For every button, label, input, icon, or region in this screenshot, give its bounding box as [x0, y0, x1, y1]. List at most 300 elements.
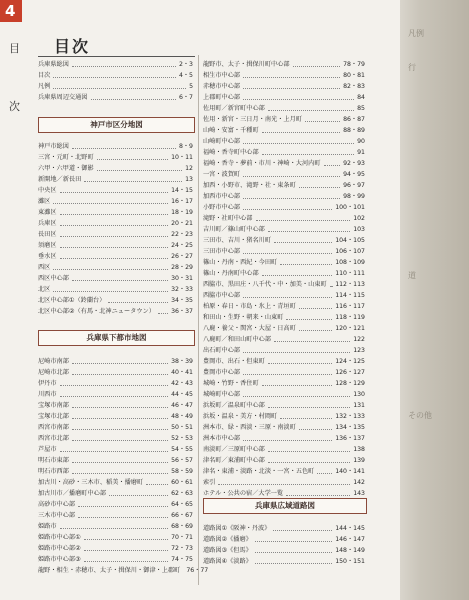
toc-entry-page: 114・115 — [335, 292, 365, 299]
toc-entry-title: 和田山・生野・朝来・山東町 — [203, 314, 284, 321]
toc-entry-title: 津名町／東浦町中心部 — [203, 457, 265, 464]
toc-entry — [203, 523, 365, 534]
toc-entry — [203, 422, 365, 433]
leader-dots — [243, 345, 350, 353]
toc-entry — [203, 114, 365, 125]
toc-entry-page: 106・107 — [335, 248, 365, 255]
toc-entry-page: 76・77 — [186, 567, 209, 574]
toc-entry-page: 32・33 — [171, 286, 193, 293]
leader-dots — [97, 163, 182, 171]
toc-entry — [38, 499, 193, 510]
leader-dots — [305, 114, 340, 122]
leader-dots — [243, 389, 350, 397]
toc-entry-title: 高砂市中心部 — [38, 501, 76, 508]
leader-dots — [243, 70, 340, 78]
leader-dots — [91, 92, 176, 100]
toc-entry-title: 八鹿・養父・関宮・大屋・日高町 — [203, 325, 296, 332]
leader-dots — [268, 455, 350, 463]
toc-entry — [203, 389, 365, 400]
toc-entry-page: 2・3 — [178, 61, 193, 68]
toc-entry-title: 東灘区 — [38, 209, 57, 216]
toc-entry-title: 加西・小野市、滝野・社・東条町 — [203, 182, 296, 189]
toc-entry-title: 吉川町／篠山町中心部 — [203, 226, 265, 233]
leader-dots — [317, 466, 332, 474]
toc-entry-page: 28・29 — [171, 264, 193, 271]
toc-entry — [38, 207, 193, 218]
toc-entry-page: 143 — [353, 490, 365, 497]
leader-dots — [268, 444, 350, 452]
toc-entry-page: 38・39 — [171, 358, 193, 365]
leader-dots — [72, 141, 176, 149]
page-number: 4 — [5, 2, 16, 20]
toc-entry-page: 102 — [353, 215, 365, 222]
toc-entry-page: 148・149 — [335, 547, 365, 554]
toc-entry-title: 西宮市北部 — [38, 435, 69, 442]
toc-entry — [203, 59, 365, 70]
leader-dots — [268, 356, 332, 364]
leader-dots — [268, 400, 350, 408]
toc-entry-page: 122 — [353, 336, 365, 343]
leader-dots — [84, 532, 168, 540]
toc-entry-title: 城崎町中心部 — [203, 391, 241, 398]
toc-entry — [203, 92, 365, 103]
toc-entry — [203, 466, 365, 477]
toc-entry-page: 52・53 — [171, 435, 193, 442]
toc-entry-title: 兵庫県周辺交通図 — [38, 94, 88, 101]
leader-dots — [330, 279, 332, 287]
leader-dots — [280, 257, 332, 265]
toc-entry-page: 96・97 — [343, 182, 365, 189]
leader-dots — [60, 218, 169, 226]
leader-dots — [286, 488, 350, 496]
leader-dots — [274, 334, 350, 342]
leader-dots — [273, 523, 332, 531]
leader-dots — [53, 284, 168, 292]
toc-entry-title: 道路図③《但馬》 — [203, 547, 252, 554]
toc-entry-title: 福崎・香寺町中心部 — [203, 149, 259, 156]
toc-entry-page: 8・9 — [178, 143, 193, 150]
toc-entry-page: 66・67 — [171, 512, 193, 519]
leader-dots — [299, 422, 332, 430]
toc-entry-page: 72・73 — [171, 545, 193, 552]
page-title: 目次 — [54, 37, 91, 56]
toc-entry-page: 138 — [353, 446, 365, 453]
toc-entry-page: 128・129 — [335, 380, 365, 387]
toc-entry — [203, 202, 365, 213]
toc-entry-page: 142 — [353, 479, 365, 486]
toc-entry-title: 津名・東浦・淡路・北淡・一宮・五色町 — [203, 468, 315, 475]
toc-entry-page: 86・87 — [343, 116, 365, 123]
leader-dots — [53, 196, 168, 204]
leader-dots — [262, 268, 333, 276]
toc-entry — [203, 455, 365, 466]
toc-entry — [38, 273, 193, 284]
toc-entry — [38, 59, 193, 70]
toc-entry-page: 44・45 — [171, 391, 193, 398]
toc-entry-page: 20・21 — [171, 220, 193, 227]
toc-entry — [203, 224, 365, 235]
leader-dots — [299, 323, 332, 331]
leader-dots — [243, 202, 332, 210]
toc-entry-title: 明石市東部 — [38, 457, 69, 464]
leader-dots — [243, 81, 340, 89]
toc-entry — [38, 488, 193, 499]
leader-dots — [255, 556, 332, 564]
toc-entry-page: 36・37 — [171, 308, 193, 315]
toc-entry-title: 龍野市、太子・揖保川町中心部 — [203, 61, 290, 68]
toc-entry — [38, 389, 193, 400]
toc-entry — [38, 196, 193, 207]
toc-entry-page: 24・25 — [171, 242, 193, 249]
toc-entry — [203, 556, 365, 567]
ghost-text-3: 道 — [408, 271, 416, 280]
toc-entry-page: 82・83 — [343, 83, 365, 90]
toc-entry-page: 150・151 — [335, 558, 365, 565]
toc-entry-page: 144・145 — [335, 525, 365, 532]
toc-entry-page: 112・113 — [335, 281, 365, 288]
leader-dots — [72, 367, 168, 375]
toc-entry — [203, 257, 365, 268]
leader-dots — [84, 543, 168, 551]
toc-entry-title: 西脇市、黒田庄・八千代・中・加美・山東町 — [203, 281, 327, 288]
toc-entry — [203, 268, 365, 279]
toc-entry-page: 54・55 — [171, 446, 193, 453]
toc-entry-title: 八鹿町／和田山町中心部 — [203, 336, 272, 343]
toc-entry-title: 佐用・新宮・三日月・南光・上月町 — [203, 116, 302, 123]
toc-entry-title: 姫路市中心部② — [38, 545, 81, 552]
toc-entry-page: 64・65 — [171, 501, 193, 508]
toc-entry-page: 46・47 — [171, 402, 193, 409]
toc-entry-page: 30・31 — [171, 275, 193, 282]
adjacent-page-edge — [400, 0, 469, 600]
toc-entry-page: 13 — [185, 176, 193, 183]
leader-dots — [72, 356, 168, 364]
toc-entry-page: 85 — [357, 105, 365, 112]
toc-entry-title: 川西市 — [38, 391, 57, 398]
leader-dots — [84, 554, 168, 562]
toc-entry-page: 104・105 — [335, 237, 365, 244]
toc-entry-page: 12 — [185, 165, 193, 172]
section-heading-kobe: 神戸市区分地図 — [38, 117, 195, 133]
leader-dots — [255, 545, 332, 553]
toc-entry — [38, 521, 193, 532]
toc-entry — [203, 334, 365, 345]
leader-dots — [72, 59, 176, 67]
toc-entry-page: 4・5 — [178, 72, 193, 79]
toc-entry — [203, 191, 365, 202]
toc-entry-page: 80・81 — [343, 72, 365, 79]
toc-entry — [38, 284, 193, 295]
leader-dots — [78, 499, 168, 507]
toc-entry-title: 佐用町／新宮町中心部 — [203, 105, 265, 112]
toc-entry-page: 92・93 — [343, 160, 365, 167]
toc-entry — [203, 345, 365, 356]
leader-dots — [72, 273, 168, 281]
toc-entry-title: 北区中心部①（鈴蘭台） — [38, 297, 106, 304]
leader-dots — [60, 251, 169, 259]
toc-entry-title: 滝野・社町中心部 — [203, 215, 253, 222]
toc-entry — [38, 565, 209, 576]
toc-entry-page: 48・49 — [171, 413, 193, 420]
toc-entry-title: 尼崎市北部 — [38, 369, 69, 376]
leader-dots — [109, 488, 168, 496]
toc-entry-page: 130 — [353, 391, 365, 398]
leader-dots — [53, 70, 176, 78]
leader-dots — [243, 290, 332, 298]
toc-entry-title: 篠山・丹南・西紀・今田町 — [203, 259, 278, 266]
leader-dots — [280, 411, 332, 419]
toc-entry-title: 上郡町中心部 — [203, 94, 241, 101]
toc-entry — [38, 367, 193, 378]
toc-entry-page: 134・135 — [335, 424, 365, 431]
toc-entry-title: 西区 — [38, 264, 51, 271]
toc-entry-title: 浜坂・温泉・美方・村岡町 — [203, 413, 278, 420]
toc-entry — [38, 240, 193, 251]
toc-entry-page: 100・101 — [335, 204, 365, 211]
toc-entry-title: 中央区 — [38, 187, 57, 194]
toc-entry — [203, 545, 365, 556]
leader-dots — [293, 59, 340, 67]
toc-entry-title: 新開地／新長田 — [38, 176, 82, 183]
leader-dots — [243, 433, 332, 441]
toc-entry-title: 篠山・丹南町中心部 — [203, 270, 259, 277]
toc-entry-title: 兵庫県総図 — [38, 61, 69, 68]
toc-entry — [38, 400, 193, 411]
toc-entry-page: 140・141 — [335, 468, 365, 475]
toc-entry-page: 98・99 — [343, 193, 365, 200]
leader-dots — [243, 92, 354, 100]
toc-entry-page: 14・15 — [171, 187, 193, 194]
toc-entry-title: 龍野・相生・赤穂市、太子・揖保川・御津・上郡町 — [38, 567, 181, 574]
title-rule — [38, 56, 195, 57]
leader-dots — [268, 103, 354, 111]
leader-dots — [60, 185, 169, 193]
toc-entry-page: 40・41 — [171, 369, 193, 376]
toc-entry-page: 42・43 — [171, 380, 193, 387]
toc-entry — [38, 444, 193, 455]
leader-dots — [84, 174, 182, 182]
toc-entry — [38, 433, 193, 444]
toc-entry — [38, 356, 193, 367]
toc-entry-title: 北区 — [38, 286, 51, 293]
toc-entry-title: 豊岡市中心部 — [203, 369, 241, 376]
toc-entry — [203, 213, 365, 224]
toc-entry-page: 131 — [353, 402, 365, 409]
toc-entry — [38, 477, 193, 488]
leader-dots — [268, 224, 350, 232]
toc-entry — [38, 152, 193, 163]
toc-entry-page: 5 — [189, 83, 193, 90]
leader-dots — [72, 422, 168, 430]
toc-entry-title: 西脇市中心部 — [203, 292, 241, 299]
toc-entry-title: 兵庫区 — [38, 220, 57, 227]
toc-entry-title: 宝塚市南部 — [38, 402, 69, 409]
toc-entry — [203, 103, 365, 114]
toc-entry-title: 三田市、吉川・猪名川町 — [203, 237, 272, 244]
toc-entry-page: 110・111 — [335, 270, 365, 277]
leader-dots — [324, 158, 341, 166]
leader-dots — [299, 301, 332, 309]
toc-entry — [203, 125, 365, 136]
toc-entry-page: 88・89 — [343, 127, 365, 134]
toc-entry — [38, 262, 193, 273]
toc-entry — [38, 306, 193, 317]
toc-entry — [203, 367, 365, 378]
toc-entry-page: 70・71 — [171, 534, 193, 541]
toc-entry-title: 目次 — [38, 72, 51, 79]
toc-entry-title: ホテル・公共の宿／大学一覧 — [203, 490, 284, 497]
toc-entry-title: 道路図①《阪神・丹波》 — [203, 525, 271, 532]
ghost-text-2: 行 — [408, 63, 416, 72]
toc-entry-page: 6・7 — [178, 94, 193, 101]
leader-dots — [243, 169, 340, 177]
toc-entry-title: 加古川・高砂・三木市、稲美・播磨町 — [38, 479, 144, 486]
toc-entry — [38, 554, 193, 565]
leader-dots — [60, 378, 169, 386]
toc-entry-title: 宝塚市北部 — [38, 413, 69, 420]
toc-entry — [203, 290, 365, 301]
toc-entry — [38, 229, 193, 240]
toc-entry — [38, 185, 193, 196]
toc-entry — [203, 312, 365, 323]
toc-entry — [38, 218, 193, 229]
leader-dots — [60, 229, 169, 237]
toc-entry-title: 加古川市／播磨町中心部 — [38, 490, 107, 497]
toc-entry-page: 103 — [353, 226, 365, 233]
leader-dots — [243, 136, 354, 144]
toc-entry-page: 139 — [353, 457, 365, 464]
leader-dots — [97, 152, 168, 160]
leader-dots — [299, 180, 340, 188]
section-heading-roads: 兵庫県広域道路図 — [203, 498, 367, 514]
leader-dots — [53, 81, 186, 89]
toc-entry-page: 62・63 — [171, 490, 193, 497]
leader-dots — [262, 147, 354, 155]
toc-entry — [38, 92, 193, 103]
toc-entry-title: 須磨区 — [38, 242, 57, 249]
toc-entry — [203, 147, 365, 158]
leader-dots — [286, 312, 332, 320]
column-divider — [198, 55, 199, 585]
toc-entry — [38, 70, 193, 81]
toc-entry — [38, 295, 193, 306]
toc-entry-title: 垂水区 — [38, 253, 57, 260]
toc-entry — [203, 70, 365, 81]
toc-entry — [38, 543, 193, 554]
toc-entry — [38, 422, 193, 433]
toc-entry-title: 三田市中心部 — [203, 248, 241, 255]
toc-entry-page: 120・121 — [335, 325, 365, 332]
toc-entry-title: 伊丹市 — [38, 380, 57, 387]
toc-entry — [38, 466, 193, 477]
leader-dots — [72, 433, 168, 441]
toc-entry-title: 六甲・六甲道・御影 — [38, 165, 94, 172]
toc-entry-page: 60・61 — [171, 479, 193, 486]
toc-entry-title: 豊岡市、出石・但東町 — [203, 358, 265, 365]
toc-entry-page: 26・27 — [171, 253, 193, 260]
toc-entry — [203, 169, 365, 180]
leader-dots — [72, 400, 168, 408]
leader-dots — [262, 125, 340, 133]
toc-entry — [203, 279, 365, 290]
toc-entry-title: 城崎・竹野・香住町 — [203, 380, 259, 387]
section-heading-cities: 兵庫県下都市地図 — [38, 330, 195, 346]
leader-dots — [243, 246, 332, 254]
toc-entry-page: 126・127 — [335, 369, 365, 376]
leader-dots — [256, 213, 351, 221]
toc-entry-title: 三宮・元町・北野町 — [38, 154, 94, 161]
toc-entry-title: 三木市中心部 — [38, 512, 76, 519]
toc-entry-title: 灘区 — [38, 198, 51, 205]
toc-entry-title: 福崎・香寺・夢前・市川・神崎・大河内町 — [203, 160, 321, 167]
toc-entry-title: 神戸市総図 — [38, 143, 69, 150]
toc-entry-title: 相生市中心部 — [203, 72, 241, 79]
toc-entry-title: 西区中心部 — [38, 275, 69, 282]
toc-entry-page: 146・147 — [335, 536, 365, 543]
toc-entry-title: 一宮・波賀町 — [203, 171, 241, 178]
leader-dots — [53, 262, 168, 270]
toc-entry-title: 赤穂市中心部 — [203, 83, 241, 90]
toc-entry-page: 18・19 — [171, 209, 193, 216]
leader-dots — [60, 389, 169, 397]
ghost-text-1: 凡例 — [408, 29, 424, 38]
toc-entry — [203, 136, 365, 147]
toc-entry-title: 加西市中心部 — [203, 193, 241, 200]
leader-dots — [243, 367, 332, 375]
toc-entry-page: 90 — [357, 138, 365, 145]
leader-dots — [72, 466, 168, 474]
leader-dots — [158, 306, 168, 314]
toc-entry-title: 山崎町中心部 — [203, 138, 241, 145]
toc-entry — [38, 532, 193, 543]
toc-entry-page: 123 — [353, 347, 365, 354]
toc-entry-title: 凡例 — [38, 83, 51, 90]
toc-entry — [203, 477, 365, 488]
toc-entry-title: 小野市中心部 — [203, 204, 241, 211]
toc-entry — [38, 411, 193, 422]
toc-entry — [203, 180, 365, 191]
leader-dots — [108, 295, 168, 303]
toc-entry-title: 索引 — [203, 479, 216, 486]
toc-entry-page: 132・133 — [335, 413, 365, 420]
toc-entry-page: 68・69 — [171, 523, 193, 530]
toc-entry — [38, 251, 193, 262]
toc-entry-title: 西宮市南部 — [38, 424, 69, 431]
toc-entry-page: 74・75 — [171, 556, 193, 563]
toc-entry — [203, 356, 365, 367]
leader-dots — [72, 411, 168, 419]
toc-entry-title: 南淡町／三原町中心部 — [203, 446, 265, 453]
toc-entry-page: 22・23 — [171, 231, 193, 238]
toc-entry — [203, 444, 365, 455]
leader-dots — [243, 191, 340, 199]
toc-entry-page: 10・11 — [171, 154, 193, 161]
toc-entry — [203, 246, 365, 257]
toc-entry-page: 34・35 — [171, 297, 193, 304]
toc-entry-page: 124・125 — [335, 358, 365, 365]
toc-entry — [203, 235, 365, 246]
leader-dots — [274, 235, 332, 243]
side-label-1: 目 — [9, 42, 20, 55]
toc-entry-page: 94・95 — [343, 171, 365, 178]
ghost-text-4: その他 — [408, 411, 432, 420]
toc-entry — [203, 411, 365, 422]
leader-dots — [78, 510, 168, 518]
toc-entry-title: 長田区 — [38, 231, 57, 238]
toc-entry — [203, 400, 365, 411]
toc-entry-title: 北区中心部②（有馬・北神ニュータウン） — [38, 308, 155, 315]
toc-entry-title: 柏原・春日・市島・氷上・青垣町 — [203, 303, 296, 310]
